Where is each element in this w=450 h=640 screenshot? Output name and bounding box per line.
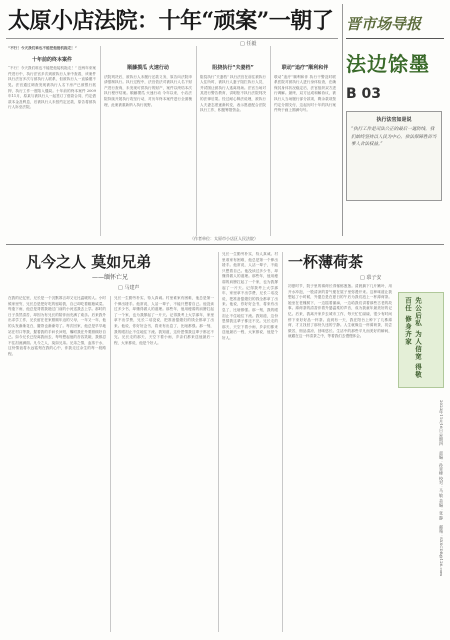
- footer-editor: 责编：孙晋峰 校对：马 敏 美编：张 静: [439, 450, 444, 521]
- masthead-title: 晋市场导报: [346, 15, 422, 33]
- left-article-author: □ 马建声: [118, 285, 140, 291]
- top-sub4: 联动“追疗”顺利和伴: [281, 65, 329, 71]
- top-divider-2: [196, 46, 197, 236]
- footer-contact: 邮箱：SXSCDB@126.com: [439, 525, 444, 577]
- top-sub2: 顺藤摸瓜 火速行动: [127, 65, 169, 71]
- top-sub3: 阻挠执行“夫妻档”: [212, 65, 254, 71]
- editor-note-box: [346, 111, 442, 201]
- footer-edition: 2023年11月16日 星期四: [439, 400, 444, 446]
- side-motto-text: 先公后私 为人信宽 得敬百任 修身齐家: [404, 297, 422, 379]
- top-headline: 太原小店法院：十年“顽案”一朝了: [8, 8, 334, 34]
- left-divider: [110, 296, 111, 632]
- top-author: □ 任毅: [240, 41, 257, 47]
- masthead-rule: [346, 38, 444, 39]
- left-article-body: 在我的记忆里，兄长是一个沉默寡言却又无比温暖的人。小时候家里穷，兄长总是把好吃的留给我，自己却吃着粗粮咸菜。每逢下雨，他总是背着我趟过门前的小河送我去上学。那时的日子虽然清苦，却因为有兄长的陪伴而充满了欢乐。后来我外出求学工作，兄长留在老家照顾年迈的父母，一年又一年，他的头发渐渐花白，腰背也渐渐弯了。每次回家，他总是早早地站在村口等我，握着我的手问长问短，嘱咐我在外要照顾好自己。如今兄长已经离我而去，每每想起他的音容笑貌，我都忍不住泪流满面。凡今之人，莫如兄弟。兄弟之情，血浓于水，这份情谊将永远铭刻在我的心中，伴我走过余生的每一段路程。: [8, 296, 106, 356]
- middle-article-body-2: 兄长一生勤劳朴实，待人真诚。村里谁家有困难，他总是第一个伸出援手。他常说，人活一辈子，不能只想着自己。他没读过多少书，却懂得做人的道理。那些年，他用瘦弱的肩膀扛起了一个家，也为我撑起了一片天。记得我考上大学那年，家里拿不出学费，兄长二话没说，把准备娶媳妇的钱全都拿了出来。他说，你好好念书，将来有出息了，比啥都强。那一刻，我的眼泪止不住地往下流。我知道，这份恩情我这辈子都还不完。兄长走的那天，天空下着小雨，乡亲们都来送他最后一程，大家都说，他是个好人。: [222, 252, 278, 340]
- top-separator: [6, 38, 338, 39]
- top-body-1: “不行！今天我们谁也不能把他接机拖走！” 近两年来案件进行中，执行法官多次到被执行人家中查看，该案件执行法官多次与被执行人联系，但被执行人一直躲避不见。法官通过调查发现被执行人名下房产已被银行抵押，执行工作一度陷入僵局。十年前的终本案件 2009年11月，原某与被执行人一起签订了借款合同，约定借款本金及利息，后被执行人未按约定还款，原告将被执行人诉至法院。: [8, 66, 96, 110]
- top-intro: “不行！今天我们谁也不能把他接机拖走！”: [8, 46, 77, 50]
- top-col-3: [200, 46, 266, 236]
- top-col-1: [8, 46, 96, 236]
- top-body-3: 阻挠执行“夫妻档” 执行法官在前往被执行人住所时，被执行人妻子阻拦执行人员，并试图让被执行人逃离现场。法官当场对其进行警告教育，讲明拒不执行法院判决的法律后果。经过耐心释法说理，被执行人夫妻态度逐渐转变，表示愿意配合法院执行工作，积极筹措资金。: [200, 74, 266, 113]
- top-divider-3: [270, 46, 271, 236]
- left-article-subtitle: ——缅怀亡兄: [92, 274, 129, 281]
- page-number: B 03: [346, 86, 382, 102]
- editor-note-title: 执行法官如是说: [376, 117, 412, 123]
- right-article-body: 初夏时节，院子里的薄荷长得郁郁葱葱。清晨摘下几片嫩叶，用开水冲泡，一股清凉的香气便在屋子里弥漫开来。这种味道让我想起了小时候，外婆总是在夏日的午后为我们泡上一杯薄荷茶。她坐在老槐树下，一边摇着蒲扇，一边给我们讲着那些古老的故事。薄荷茶的清香伴着外婆温柔的声音，成为我童年最美好的记忆。后来，我离开家乡去城市工作，每天忙忙碌碌，很少有时间停下来好好品一杯茶。直到有一天，我在阳台上种下了几株薄荷，才又找回了那份久违的宁静。人生就像这一杯薄荷茶，初尝微苦，细品清凉，回味悠长。生活中的那些平凡而美好的瞬间，就藏在这一杯清茶之中，等着我们去慢慢体会。: [288, 284, 392, 339]
- top-col-4: [274, 46, 336, 236]
- top-sub1: 十年前的终本案件: [31, 56, 72, 63]
- page-divider: [6, 244, 444, 245]
- editor-note-quote: “执行工作是司法公正的最后一道防线，我们始终坚持以人民为中心，依法保障胜诉当事人合法权益。”: [351, 127, 437, 147]
- top-col-2: [104, 46, 192, 236]
- top-body-4: 联动“追疗”顺利和伴 执行干警及时联系医院对被执行人进行身体检查，在确保其身体状况稳定后，法官组织双方进行调解。最终，双方达成和解协议，被执行人当场履行部分款项，剩余款项按约定分期支付，这起历时十年的执行案件终于画上圆满句号。: [274, 74, 336, 113]
- middle-article-body: 兄长一生勤劳朴实，待人真诚。村里谁家有困难，他总是第一个伸出援手。他常说，人活一辈子，不能只想着自己。他没读过多少书，却懂得做人的道理。那些年，他用瘦弱的肩膀扛起了一个家，也为我撑起了一片天。记得我考上大学那年，家里拿不出学费，兄长二话没说，把准备娶媳妇的钱全都拿了出来。他说，你好好念书，将来有出息了，比啥都强。那一刻，我的眼泪止不住地往下流。我知道，这份恩情我这辈子都还不完。兄长走的那天，天空下着小雨，乡亲们都来送他最后一程，大家都说，他是个好人。: [114, 296, 214, 345]
- right-article-title: 一杯薄荷茶: [288, 253, 364, 271]
- top-bottom-note: （作者单位：太原市小店区人民法院）: [190, 236, 258, 241]
- column-name: 法边馀墨: [346, 52, 430, 76]
- top-body-2: 法院判决后，被执行人未履行还款义务，原告向法院申请强制执行。执行过程中，法官依法对被执行人名下财产进行查询，未发现可供执行的财产，案件以终结本次执行程序结案。顺藤摸瓜 火速行动 今年以来，小店法院持续开展执行攻坚行动，对历年终本案件进行全面梳理，此案被重新纳入执行视野。: [104, 74, 192, 107]
- left-article-title: 凡今之人 莫如兄弟: [26, 253, 152, 271]
- middle-divider: [218, 252, 219, 632]
- footer: [430, 400, 444, 632]
- side-motto-box: [398, 292, 444, 388]
- top-divider-1: [100, 46, 101, 236]
- right-article-author: □ 慕子安: [360, 275, 382, 281]
- right-mid-divider: [282, 252, 283, 632]
- masthead: [346, 4, 446, 232]
- masthead-divider: [342, 4, 343, 236]
